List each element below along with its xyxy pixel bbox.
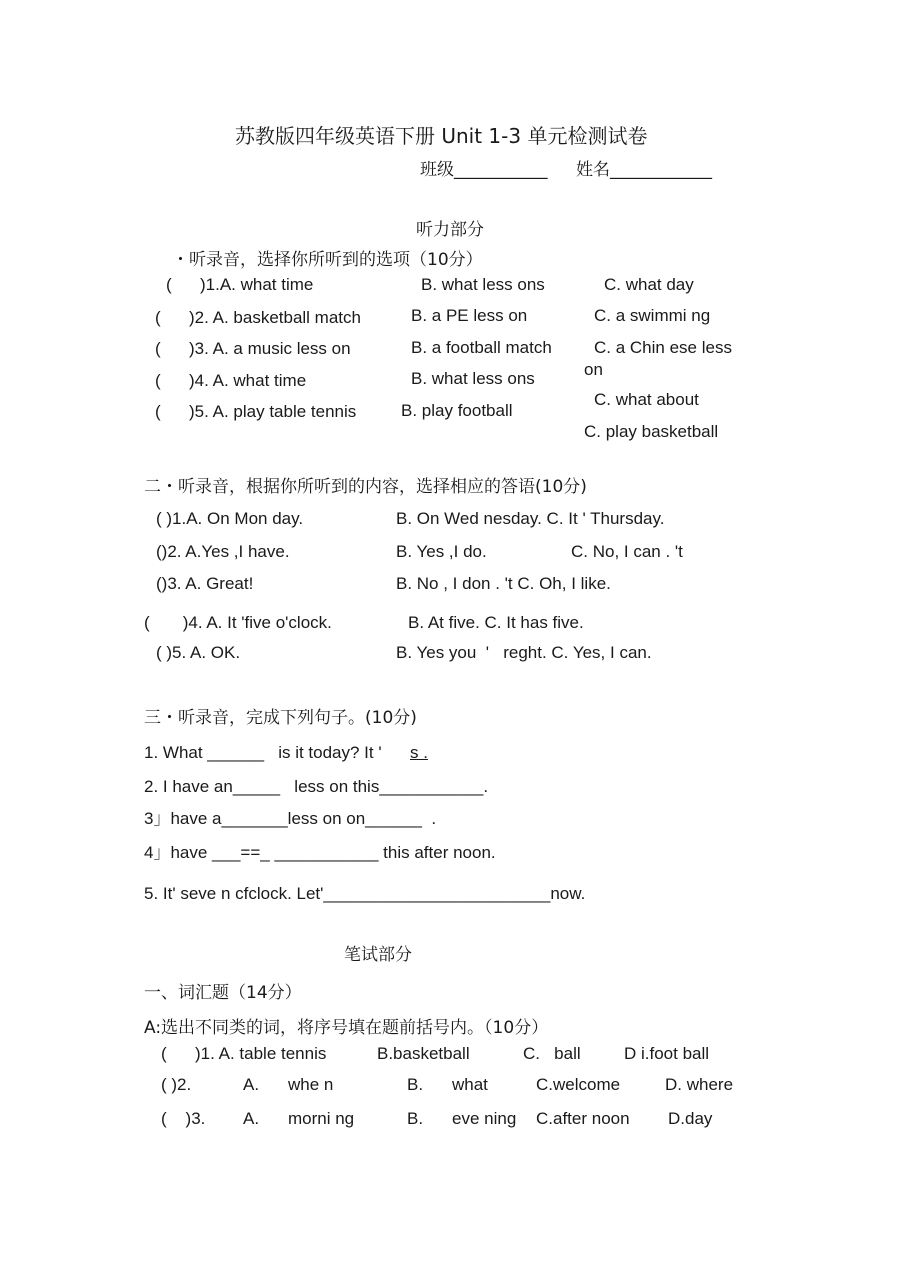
part1-q4-b: B. what less ons (411, 369, 535, 388)
partA-row1-q: ( )1. A. table tennis (161, 1044, 327, 1063)
part2-q1-b: B. On Wed nesday. C. It ' Thursday. (396, 509, 665, 528)
part1-q4-c: C. what about (594, 390, 699, 409)
part2-q4-b: B. At five. C. It has five. (408, 613, 584, 632)
name-field: 姓名____________ (576, 160, 712, 180)
part2-instruction: 二・听录音，根据你所听到的内容，选择相应的答语(10分) (144, 477, 587, 497)
part3-line-3: 3」have a_______less on on______ . (144, 809, 437, 828)
partA-row3-a-label: A. (243, 1109, 260, 1128)
partA-row2-b: what (452, 1075, 488, 1094)
part3-line-1: 1. What ______ is it today? It ' (144, 743, 382, 762)
page-title: 苏教版四年级英语下册 Unit 1-3 单元检测试卷 (235, 124, 648, 148)
part1-q2-c: C. a swimmi ng (594, 306, 711, 325)
part1-q3-c-cont: on (584, 360, 603, 379)
partA-row3-b-label: B. (407, 1109, 424, 1128)
partA-row3-d: D.day (668, 1109, 713, 1128)
part1-q3-c: C. a Chin ese less (594, 338, 732, 357)
part3-line-5: 5. It' seve n cfclock. Let'________________________now. (144, 884, 586, 903)
part2-q3-b: B. No , I don . 't C. Oh, I like. (396, 574, 611, 593)
partA-row2-c: C.welcome (536, 1075, 621, 1094)
listening-section-title: 听力部分 (416, 220, 484, 240)
part1-q4: ( )4. A. what time (155, 371, 307, 390)
partA-row1-d: D i.foot ball (624, 1044, 710, 1063)
vocab-section-title: 一、词汇题（14分） (144, 983, 302, 1003)
partA-row2-q: ( )2. (161, 1075, 192, 1094)
part2-q5-b: B. Yes you ' reght. C. Yes, I can. (396, 643, 652, 662)
part2-q2: ()2. A.Yes ,I have. (156, 542, 290, 561)
part1-q5-c: C. play basketball (584, 422, 719, 441)
partA-row2-b-label: B. (407, 1075, 424, 1094)
partA-row2-a: whe n (288, 1075, 334, 1094)
part1-q2: ( )2. A. basketball match (155, 308, 361, 327)
part1-q3-b: B. a football match (411, 338, 552, 357)
partA-row2-a-label: A. (243, 1075, 260, 1094)
partA-row1-c: C. ball (523, 1044, 581, 1063)
class-field: 班级___________ (420, 160, 548, 180)
part1-q1-c: C. what day (604, 275, 694, 294)
part1-q2-b: B. a PE less on (411, 306, 528, 325)
part1-instruction: ・听录音，选择你所听到的选项（10分） (172, 250, 483, 270)
written-section-title: 笔试部分 (344, 945, 412, 965)
partA-row3-c: C.after noon (536, 1109, 630, 1128)
part3-line-4: 4」have ___==_ ___________ this after noon. (144, 843, 496, 862)
part2-q1: ( )1.A. On Mon day. (156, 509, 304, 528)
partA-row2-d: D. where (665, 1075, 734, 1094)
partA-row3-q: ( )3. (161, 1109, 206, 1128)
part2-q4: ( )4. A. It 'five o'clock. (144, 613, 332, 632)
partA-row3-a: morni ng (288, 1109, 355, 1128)
partA-instruction: A:选出不同类的词，将序号填在题前括号内。（10分） (144, 1018, 549, 1038)
part1-q1: ( )1.A. what time (166, 275, 314, 294)
partA-row3-b: eve ning (452, 1109, 517, 1128)
part1-q5: ( )5. A. play table tennis (155, 402, 357, 421)
part1-q3: ( )3. A. a music less on (155, 339, 351, 358)
part2-q2-c: C. No, I can . 't (571, 542, 683, 561)
partA-row1-b: B.basketball (377, 1044, 470, 1063)
part3-line-1-tail: s . (410, 743, 428, 762)
part3-instruction: 三・听录音，完成下列句子。(10分) (144, 708, 417, 728)
part1-q5-b: B. play football (401, 401, 513, 420)
part2-q3: ()3. A. Great! (156, 574, 254, 593)
part1-q1-b: B. what less ons (421, 275, 545, 294)
part2-q2-b: B. Yes ,I do. (396, 542, 487, 561)
part3-line-2: 2. I have an_____ less on this___________. (144, 777, 489, 796)
part2-q5: ( )5. A. OK. (156, 643, 241, 662)
